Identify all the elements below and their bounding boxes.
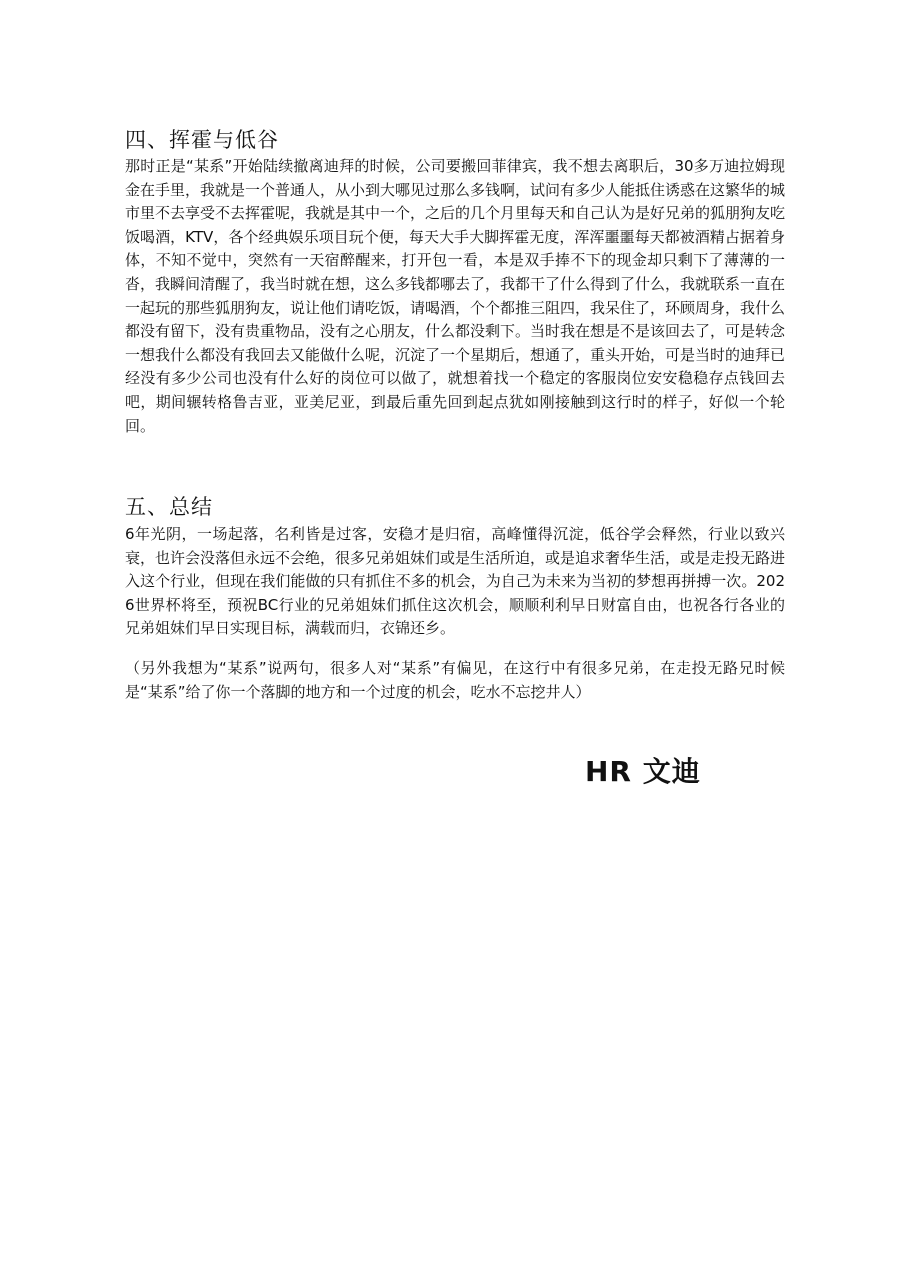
section-5-body: 6年光阴，一场起落，名利皆是过客，安稳才是归宿，高峰懂得沉淀，低谷学会释然，行业以致兴衰，也许会没落但永远不会绝，很多兄弟姐妹们或是生活所迫，或是追求奢华生活，或是走投无路进入这个行业，但现在我们能做的只有抓住不多的机会，为自己为未来为当初的梦想再拼搏一次。2026世界杯将至，预祝BC行业的兄弟姐妹们抓住这次机会，顺顺利利早日财富自由，也祝各行各业的兄弟姐妹们早日实现目标，满载而归，衣锦还乡。 [125, 525, 786, 638]
section-5-note: （另外我想为“某系”说两句，很多人对“某系”有偏见，在这行中有很多兄弟，在走投无路兄时候是“某系”给了你一个落脚的地方和一个过度的机会，吃水不忘挖井人） [125, 659, 785, 701]
section-4-heading: 四、挥霍与低谷 [125, 128, 279, 152]
section-5-heading: 五、总结 [125, 495, 213, 519]
section-4-body: 那时正是“某系”开始陆续撤离迪拜的时候，公司要搬回菲律宾，我不想去离职后，30多万迪拉姆现金在手里，我就是一个普通人，从小到大哪见过那么多钱啊，试问有多少人能抵住诱惑在这繁华的城市里不去享受不去挥霍呢，我就是其中一个，之后的几个月里每天和自己认为是好兄弟的狐朋狗友吃饭喝酒，KTV，各个经典娱乐项目玩个便，每天大手大脚挥霍无度，浑浑噩噩每天都被酒精占据着身体，不知不觉中，突然有一天宿醉醒来，打开包一看，本是双手捧不下的现金却只剩下了薄薄的一沓，我瞬间清醒了，我当时就在想，这么多钱都哪去了，我都干了什么得到了什么，我就联系一直在一起玩的那些狐朋狗友，说让他们请吃饭，请喝酒，个个都推三阻四，我呆住了，环顾周身，我什么都没有留下，没有贵重物品，没有之心朋友，什么都没剩下。当时我在想是不是该回去了，可是转念一想我什么都没有我回去又能做什么呢，沉淀了一个星期后，想通了，重头开始，可是当时的迪拜已经没有多少公司也没有什么好的岗位可以做了，就想着找一个稳定的客服岗位安安稳稳存点钱回去吧，期间辗转格鲁吉亚，亚美尼亚，到最后重先回到起点犹如刚接触到这行时的样子，好似一个轮回。 [125, 157, 786, 435]
signature: HR 文迪 [585, 755, 701, 788]
